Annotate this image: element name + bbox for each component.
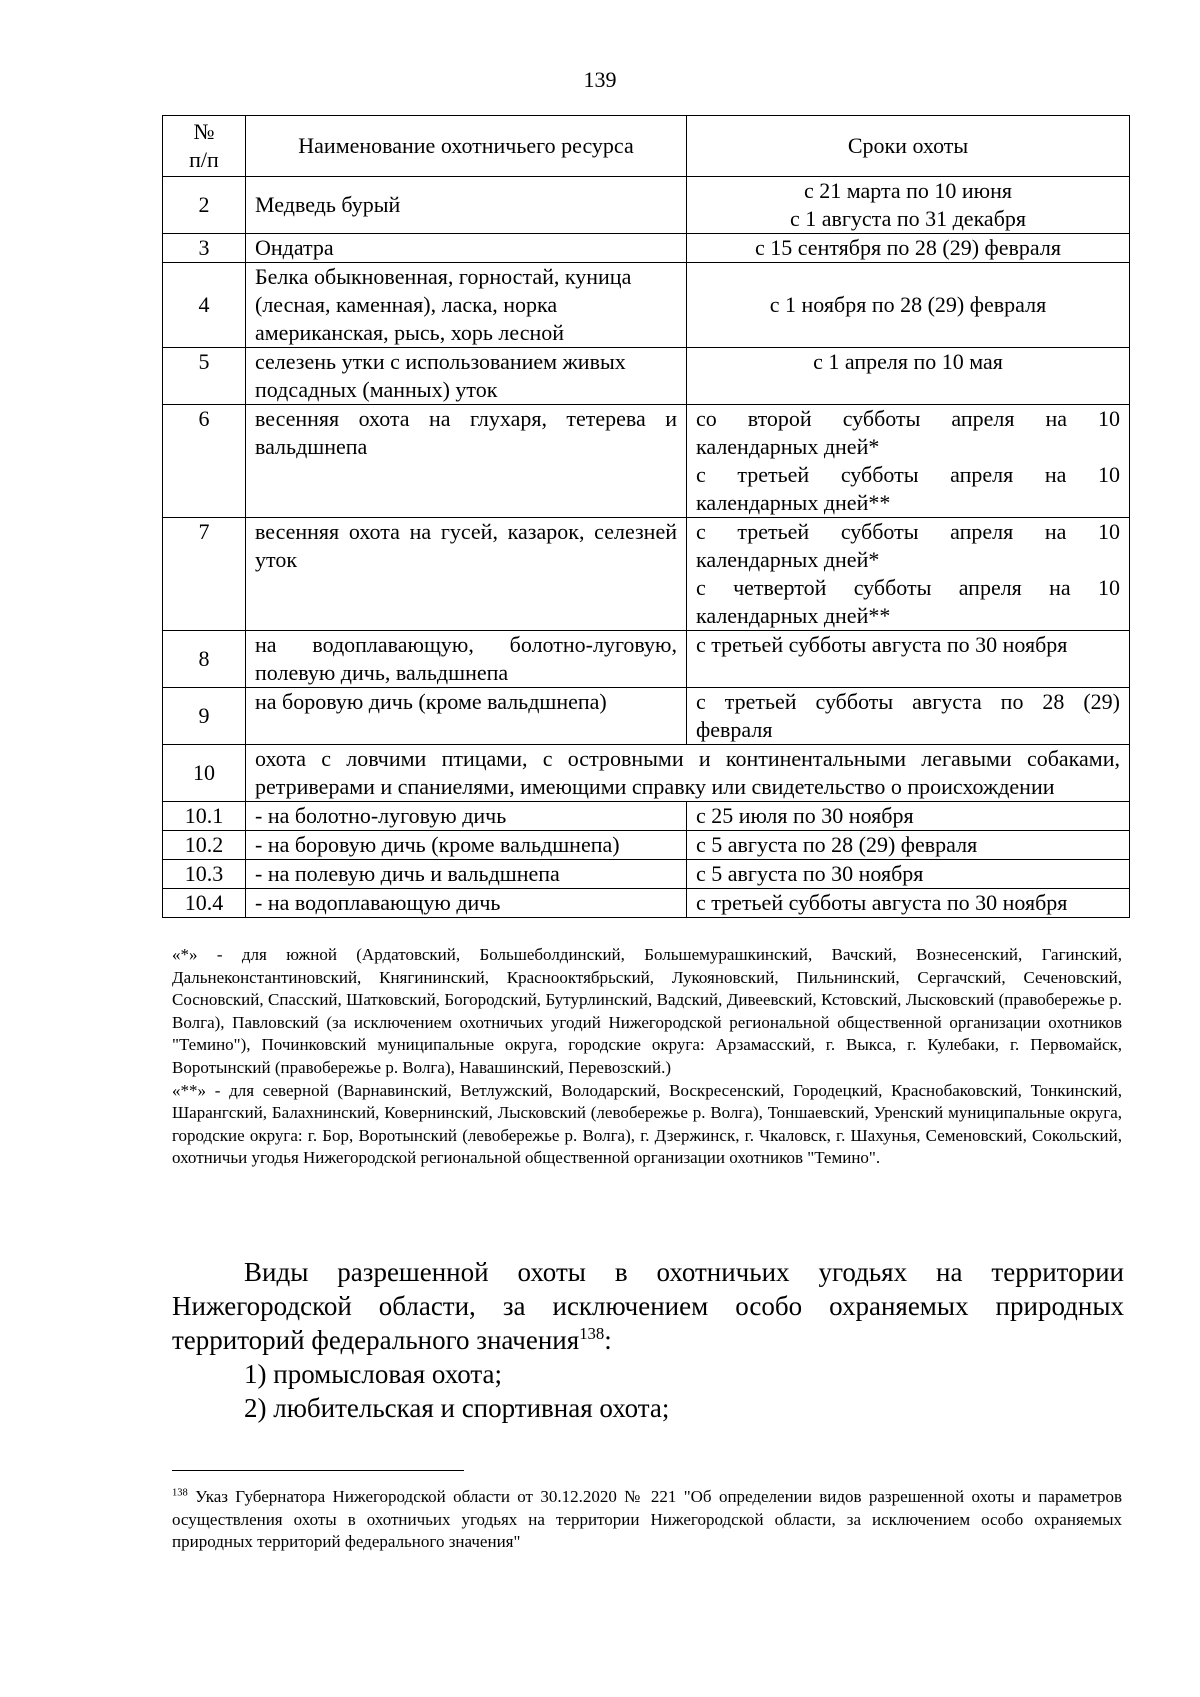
terms-line: календарных дней** <box>696 490 891 515</box>
row-number: 10.1 <box>163 802 246 831</box>
header-resource-name: Наименование охотничьего ресурса <box>246 116 687 177</box>
list-item: 1) промысловая охота; <box>244 1359 502 1389</box>
terms-line: февраля <box>696 717 773 742</box>
row-resource-name: Медведь бурый <box>246 177 687 234</box>
row-number: 10.4 <box>163 889 246 918</box>
table-row <box>163 831 1130 860</box>
table-row <box>163 745 1130 802</box>
table-row <box>163 263 1130 348</box>
row-resource-name: охота с ловчими птицами, с островными и континентальными легавыми собаками, ретриверами и спаниелями, имеющими справку или свидетельство о происхождении <box>246 745 1130 802</box>
list-item: 2) любительская и спортивная охота; <box>244 1393 670 1423</box>
row-number: 7 <box>163 518 246 631</box>
row-hunting-terms: с третьей субботы августа по 30 ноября <box>687 889 1130 918</box>
table-row <box>163 860 1130 889</box>
row-number: 4 <box>163 263 246 348</box>
row-hunting-terms <box>687 518 1130 631</box>
table-row <box>163 631 1130 688</box>
row-number: 2 <box>163 177 246 234</box>
row-number: 10.2 <box>163 831 246 860</box>
row-resource-name: - на боровую дичь (кроме вальдшнепа) <box>246 831 687 860</box>
row-resource-name: Ондатра <box>246 234 687 263</box>
row-hunting-terms <box>687 688 1130 745</box>
intro-end: : <box>604 1325 612 1355</box>
table-row <box>163 688 1130 745</box>
footnote <box>172 1486 1122 1554</box>
terms-line: с 1 августа по 31 декабря <box>789 206 1027 231</box>
table-notes <box>172 944 1122 1170</box>
row-hunting-terms <box>687 177 1130 234</box>
row-number: 10.3 <box>163 860 246 889</box>
footnote-marker: 138 <box>172 1487 188 1499</box>
row-number: 5 <box>163 348 246 405</box>
table-row <box>163 234 1130 263</box>
row-number: 9 <box>163 688 246 745</box>
terms-line: с третьей субботы апреля на 10 <box>696 462 1120 487</box>
table-row <box>163 518 1130 631</box>
row-resource-name: на боровую дичь (кроме вальдшнепа) <box>246 688 687 745</box>
row-hunting-terms: с 5 августа по 30 ноября <box>687 860 1130 889</box>
row-resource-name: весенняя охота на гусей, казарок, селезней уток <box>246 518 687 631</box>
header-hunting-terms: Сроки охоты <box>687 116 1130 177</box>
terms-line: со второй субботы апреля на 10 <box>696 406 1120 431</box>
table-row <box>163 177 1130 234</box>
page-number: 139 <box>583 67 617 92</box>
body-text <box>172 1255 1124 1425</box>
table-row <box>163 348 1130 405</box>
terms-line: календарных дней** <box>696 603 891 628</box>
row-number: 8 <box>163 631 246 688</box>
terms-line: с третьей субботы апреля на 10 <box>696 519 1120 544</box>
footnote-text: Указ Губернатора Нижегородской области от 30.12.2020 № 221 "Об определении видов разрешенной охоты и параметров осуществления охоты в охотничьих угодьях на территории Нижегородской области, за исключением особо охраняемых природных территорий федерального значения" <box>172 1487 1122 1552</box>
row-hunting-terms: с 5 августа по 28 (29) февраля <box>687 831 1130 860</box>
row-hunting-terms: с третьей субботы августа по 30 ноября <box>687 631 1130 688</box>
row-hunting-terms: с 1 апреля по 10 мая <box>687 348 1130 405</box>
row-hunting-terms: с 15 сентября по 28 (29) февраля <box>687 234 1130 263</box>
hunting-seasons-table <box>162 115 1130 918</box>
row-resource-name: - на полевую дичь и вальдшнепа <box>246 860 687 889</box>
header-number-line2: п/п <box>189 147 219 172</box>
table-header-row <box>163 116 1130 177</box>
row-resource-name: весенняя охота на глухаря, тетерева и вальдшнепа <box>246 405 687 518</box>
terms-line: с 21 марта по 10 июня <box>803 178 1013 203</box>
row-hunting-terms: с 25 июля по 30 ноября <box>687 802 1130 831</box>
row-number: 6 <box>163 405 246 518</box>
header-number-line1: № <box>193 119 215 144</box>
row-hunting-terms: с 1 ноября по 28 (29) февраля <box>687 263 1130 348</box>
footnote-separator <box>172 1470 464 1471</box>
table-row <box>163 889 1130 918</box>
row-number: 3 <box>163 234 246 263</box>
note-south: «*» - для южной (Ардатовский, Большеболдинский, Большемурашкинский, Вачский, Вознесенский, Гагинский, Дальнеконстантиновский, Княгининский, Краснооктябрьский, Лукояновский, Пильнинский, Сергачский, Сеченовский, Сосновский, Спасский, Шатковский, Богородский, Бутурлинский, Вадский, Дивеевский, Кстовский, Лысковский (правобережье р. Волга), Павловский (за исключением охотничьих угодий Нижегородской региональной общественной организации охотников "Темино"), Починковский муниципальные округа, городские округа: Арзамасский, г. Выкса, г. Кулебаки, г. Первомайск, Воротынский (правобережье р. Волга), Навашинский, Перевозский.) <box>172 945 1122 1077</box>
terms-line: с четвертой субботы апреля на 10 <box>696 575 1120 600</box>
note-north: «**» - для северной (Варнавинский, Ветлужский, Володарский, Воскресенский, Городецкий, Краснобаковский, Тонкинский, Шарангский, Балахнинский, Ковернинский, Лысковский (левобережье р. Волга), Тоншаевский, Уренский муниципальные округа, городские округа: г. Бор, Воротынский (левобережье р. Волга), г. Дзержинск, г. Чкаловск, г. Шахунья, Семеновский, Сокольский, охотничьи угодья Нижегородской региональной общественной организации охотников "Темино". <box>172 1080 1122 1168</box>
row-resource-name: Белка обыкновенная, горностай, куница (лесная, каменная), ласка, норка американская, рысь, хорь лесной <box>246 263 687 348</box>
row-resource-name: - на водоплавающую дичь <box>246 889 687 918</box>
row-hunting-terms <box>687 405 1130 518</box>
terms-line: календарных дней* <box>696 547 880 572</box>
terms-line: с третьей субботы августа по 28 (29) <box>696 689 1120 714</box>
row-number: 10 <box>163 745 246 802</box>
intro-text: Виды разрешенной охоты в охотничьих угодьях на территории Нижегородской области, за исключением особо охраняемых природных территорий федерального значения <box>172 1257 1124 1355</box>
intro-paragraph <box>172 1255 1124 1357</box>
terms-line: календарных дней* <box>696 434 880 459</box>
row-resource-name: на водоплавающую, болотно-луговую, полевую дичь, вальдшнепа <box>246 631 687 688</box>
row-resource-name: - на болотно-луговую дичь <box>246 802 687 831</box>
table-row <box>163 802 1130 831</box>
header-number <box>163 116 246 177</box>
table-row <box>163 405 1130 518</box>
row-resource-name: селезень утки с использованием живых подсадных (манных) уток <box>246 348 687 405</box>
footnote-reference[interactable]: 138 <box>579 1324 605 1343</box>
